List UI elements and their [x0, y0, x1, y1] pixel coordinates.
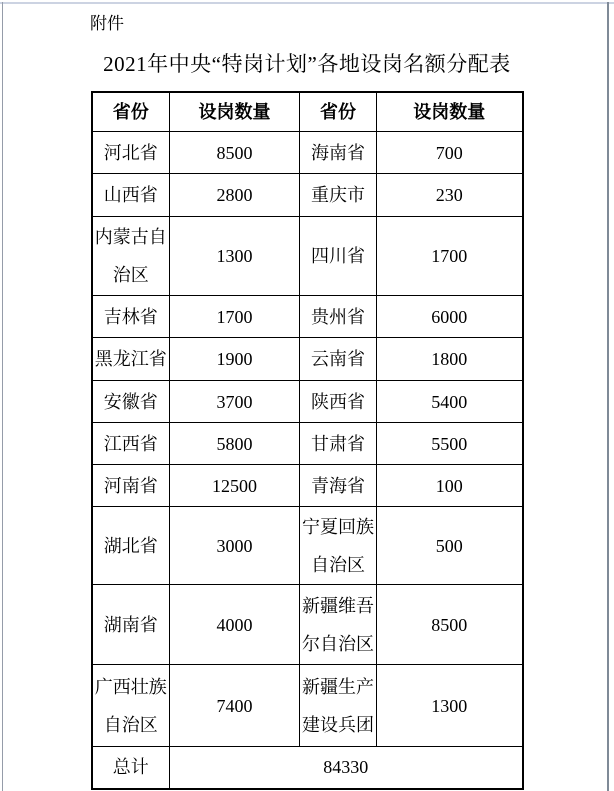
- quota-cell: 8500: [170, 132, 300, 174]
- quota-cell: 7400: [170, 665, 300, 747]
- total-value-cell: 84330: [170, 747, 523, 789]
- province-cell: 宁夏回族自治区: [300, 507, 377, 585]
- total-row: [92, 747, 523, 789]
- province-cell: 新疆维吾尔自治区: [300, 585, 377, 665]
- province-cell: 湖北省: [92, 507, 170, 585]
- province-cell: 湖南省: [92, 585, 170, 665]
- quota-cell: 500: [377, 507, 523, 585]
- province-cell: 云南省: [300, 338, 377, 381]
- province-cell: 河南省: [92, 465, 170, 507]
- quota-cell: 5800: [170, 423, 300, 465]
- table-row: [92, 665, 523, 747]
- quota-cell: 4000: [170, 585, 300, 665]
- column-header-quota-left: 设岗数量: [170, 92, 300, 132]
- table-header-row: [92, 92, 523, 132]
- table-row: [92, 132, 523, 174]
- table-row: [92, 423, 523, 465]
- quota-cell: 700: [377, 132, 523, 174]
- quota-cell: 100: [377, 465, 523, 507]
- column-header-quota-right: 设岗数量: [377, 92, 523, 132]
- quota-cell: 3000: [170, 507, 300, 585]
- table-row: [92, 338, 523, 381]
- quota-cell: 12500: [170, 465, 300, 507]
- table-row: [92, 585, 523, 665]
- table-row: [92, 465, 523, 507]
- province-cell: 内蒙古自治区: [92, 217, 170, 296]
- table-row: [92, 217, 523, 296]
- province-cell: 贵州省: [300, 296, 377, 338]
- quota-cell: 1300: [170, 217, 300, 296]
- province-cell: 安徽省: [92, 381, 170, 423]
- quota-cell: 2800: [170, 174, 300, 217]
- quota-cell: 8500: [377, 585, 523, 665]
- quota-cell: 5500: [377, 423, 523, 465]
- province-cell: 陕西省: [300, 381, 377, 423]
- table-row: [92, 381, 523, 423]
- quota-cell: 1700: [170, 296, 300, 338]
- province-cell: 广西壮族自治区: [92, 665, 170, 747]
- column-header-province-right: 省份: [300, 92, 377, 132]
- quota-cell: 1800: [377, 338, 523, 381]
- province-cell: 新疆生产建设兵团: [300, 665, 377, 747]
- table-row: [92, 507, 523, 585]
- column-header-province-left: 省份: [92, 92, 170, 132]
- province-cell: 海南省: [300, 132, 377, 174]
- province-cell: 重庆市: [300, 174, 377, 217]
- province-cell: 甘肃省: [300, 423, 377, 465]
- table-row: [92, 174, 523, 217]
- province-cell: 四川省: [300, 217, 377, 296]
- quota-allocation-table: [91, 91, 524, 790]
- province-cell: 河北省: [92, 132, 170, 174]
- quota-cell: 5400: [377, 381, 523, 423]
- province-cell: 黑龙江省: [92, 338, 170, 381]
- attachment-label: 附件: [90, 14, 124, 33]
- province-cell: 青海省: [300, 465, 377, 507]
- quota-cell: 230: [377, 174, 523, 217]
- province-cell: 山西省: [92, 174, 170, 217]
- province-cell: 江西省: [92, 423, 170, 465]
- quota-cell: 3700: [170, 381, 300, 423]
- total-label-cell: 总计: [92, 747, 170, 789]
- document-title: 2021年中央“特岗计划”各地设岗名额分配表: [103, 52, 511, 76]
- quota-cell: 1300: [377, 665, 523, 747]
- quota-cell: 6000: [377, 296, 523, 338]
- province-cell: 吉林省: [92, 296, 170, 338]
- table-row: [92, 296, 523, 338]
- quota-cell: 1700: [377, 217, 523, 296]
- quota-cell: 1900: [170, 338, 300, 381]
